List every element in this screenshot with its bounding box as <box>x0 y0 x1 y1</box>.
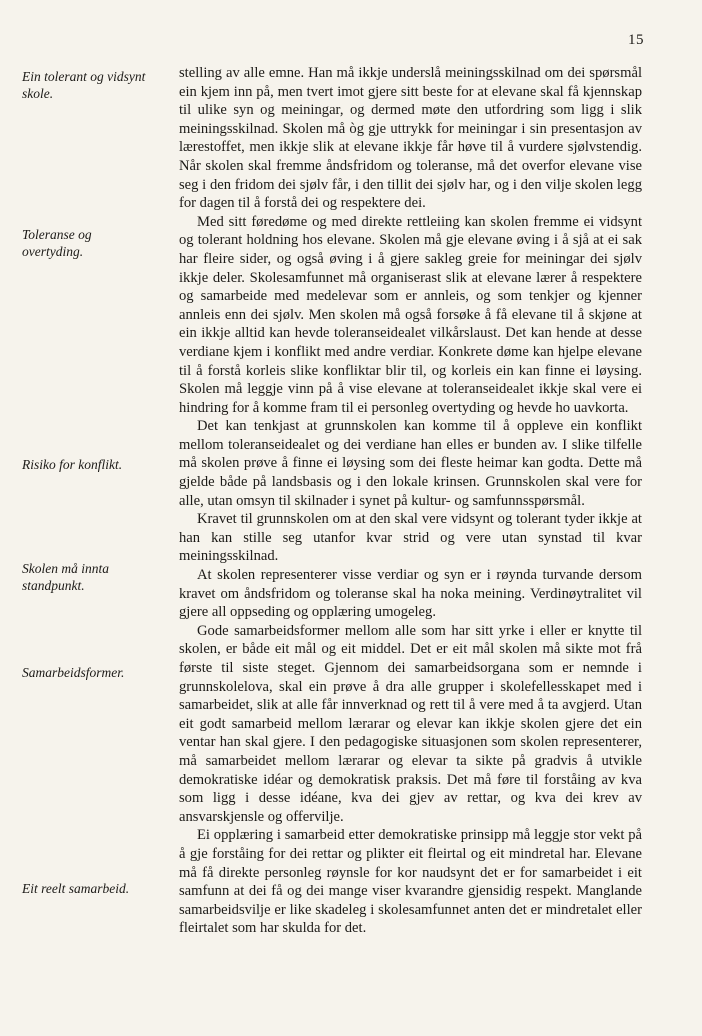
margin-note-toleranse-overtyding: Toleranse og overtyding. <box>22 227 92 259</box>
paragraph: Ei opplæring i samarbeid etter demokratiske prinsipp må leggje stor vekt på å gje forståing for dei rettar og plikter eit fleirtal og eit mindretal har. Elevane må få direkte personleg røynsle for kor naudsynt det er for samarbeidet i eit samfunn at dei få og dei mange viser kvarandre gjensidig respekt. Manglande samarbeidsvilje er like skadeleg i skolesamfunnet anten det er mindretalet eller fleirtalet som har skulda for det. <box>179 827 642 937</box>
margin-note-innta-standpunkt: Skolen må innta standpunkt. <box>22 561 109 593</box>
paragraph: Med sitt føredøme og med direkte rettleiing kan skolen fremme ei vidsynt og tolerant holdning hos elevane. Skolen må gje elevane øving i å sjå at ei sak har fleire sider, og også øving i å gjere sakleg greie for meiningar dei sjølv ikkje deler. Skolesamfunnet må organiserast slik at elevane lærer å respektere og samarbeide med medelevar som er annleis, og som tenkjer og kjenner annleis enn dei sjølv. Men skolen må også forsøke å få elevane til å skjøne at ein ikkje alltid kan hevde toleranseidealet vilkårslaust. Det kan hende at desse verdiane kjem i konflikt med andre verdiar. Konkrete døme kan hjelpe elevane til å forstå korleis slike konfliktar blir til, og korleis ein kan finne ei løysing. Skolen må leggje vinn på å vise elevane at toleranseidealet ikkje skal vere ei hindring for å komme fram til ei personleg overtyding og hevde ho uavkorta. <box>179 213 642 416</box>
body-text <box>179 64 642 938</box>
paragraph: Kravet til grunnskolen om at den skal vere vidsynt og tolerant tyder ikkje at han kan stille seg utanfor kvar strid og vere utan synstad til kvar meiningsskilnad. <box>179 511 642 565</box>
margin-note-risiko-konflikt: Risiko for konflikt. <box>22 457 123 472</box>
paragraph: Det kan tenkjast at grunnskolen kan komme til å oppleve ein konflikt mellom toleranseidealet og dei verdiane han elles er bunden av. I slike tilfelle må skolen prøve å finne ei løysing som dei fleste heimar kan godta. Dette må gjelde både på landsbasis og i den lokale krinsen. Grunnskolen skal vere for alle, utan omsyn til skilnader i synet på kultur- og samfunnsspørsmål. <box>179 418 642 509</box>
page-number: 15 <box>628 32 644 48</box>
paragraph: stelling av alle emne. Han må ikkje underslå meiningsskilnad om dei spørsmål ein kjem inn på, men tvert imot gjere sitt beste for at elevane skal få kjennskap til ulike syn og meiningar, og dermed møte den utfordring som ligg i slik meiningsskilnad. Skolen må òg gje uttrykk for meiningar i sin presentasjon av lærestoffet, men ikkje slik at elevane ikkje får høve til å vurdere sjølvstendig. Når skolen skal fremme åndsfridom og toleranse, må det overfor elevane vise seg i den fridom dei sjølv får, i den tillit dei sjølv har, og i den vilje skolen legg for dagen til å forstå dei og respektere dei. <box>179 65 642 212</box>
margin-note-samarbeidsformer: Samarbeidsformer. <box>22 665 125 680</box>
margin-note-tolerant-skole: Ein tolerant og vidsynt skole. <box>22 69 146 101</box>
paragraph: At skolen representerer visse verdiar og syn er i røynda turvande dersom kravet om åndsfridom og toleranse skal ha noka meining. Verdinøytralitet vil gjere all oppseding og opplæring umogeleg. <box>179 567 642 621</box>
paragraph: Gode samarbeidsformer mellom alle som har sitt yrke i eller er knytte til skolen, er både eit mål og eit middel. Det er eit mål skolen må sikte mot frå første til siste steget. Gjennom dei samarbeidsorgana som er nemnde i grunnskolelova, skal ein prøve å dra alle grupper i skolefellesskapet med i samarbeidet, slik at alle får innverknad og rett til å vere med å ta avgjerd. Utan eit godt samarbeid mellom lærarar og elevar kan ikkje skolen gjere det ein ventar han skal gjere. I den pedagogiske situasjonen som skolen representerer, må samarbeidet mellom lærarar og elevar ta sikte på gradvis å utvikle demokratiske idéar og demokratisk praksis. Det må føre til forståing av kva som ligg i desse idéane, kva dei gjev av rettar, og kva dei krev av ansvarskjensle og offervilje. <box>179 622 642 825</box>
margin-note-reelt-samarbeid: Eit reelt samarbeid. <box>22 881 130 896</box>
